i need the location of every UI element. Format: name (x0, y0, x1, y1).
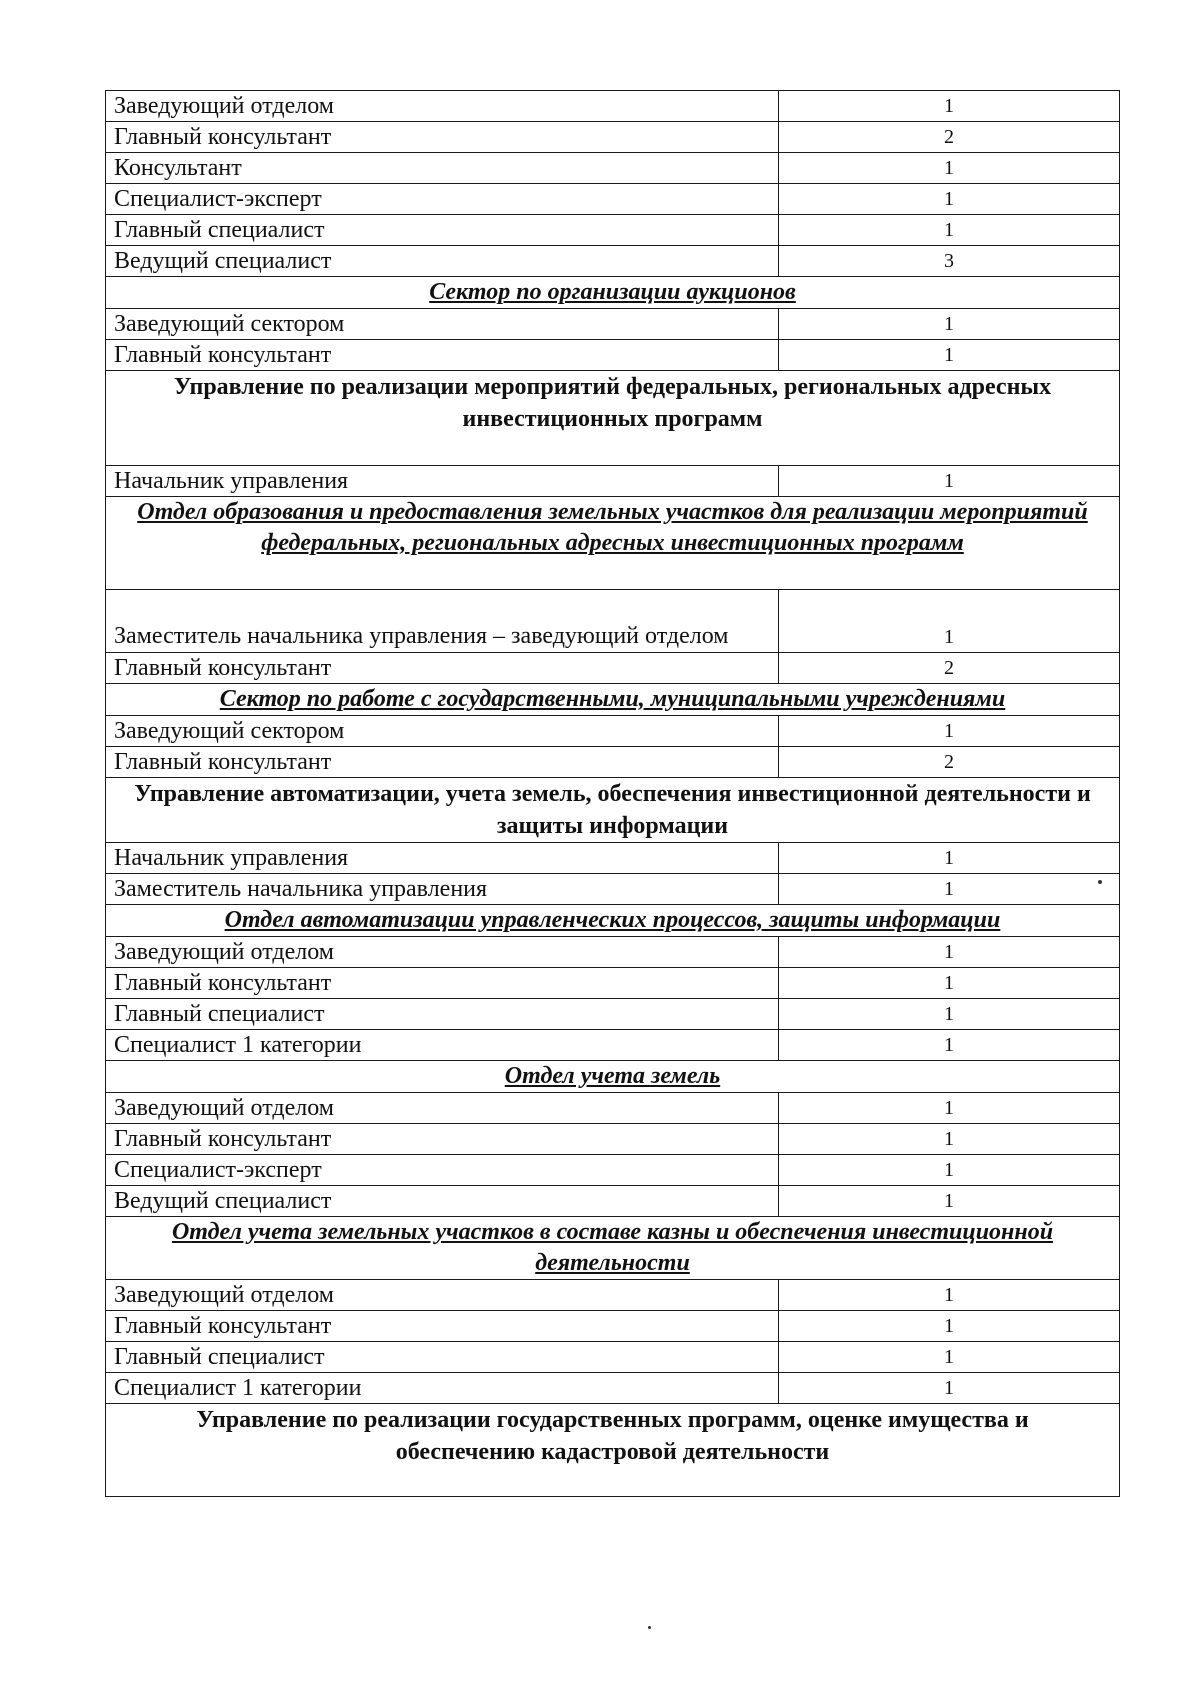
position-row (106, 340, 1120, 371)
position-row (106, 999, 1120, 1030)
position-count: 2 (779, 122, 1120, 153)
position-count: 1 (779, 1311, 1120, 1342)
section-title-text: Сектор по работе с государственными, муниципальными учреждениями (219, 686, 1006, 712)
position-title: Заведующий отделом (106, 91, 779, 122)
position-title: Начальник управления (106, 843, 779, 874)
position-title: Главный специалист (106, 1342, 779, 1373)
position-row (106, 466, 1120, 497)
position-count: 1 (779, 340, 1120, 371)
position-title: Главный консультант (106, 122, 779, 153)
section-title-text: Сектор по организации аукционов (429, 279, 796, 305)
position-title: Ведущий специалист (106, 1186, 779, 1217)
department-title: Управление по реализации государственных программ, оценке имущества и обеспечению кадастровой деятельности (106, 1404, 1120, 1497)
position-count: 1 (779, 153, 1120, 184)
position-count: 1 (779, 1342, 1120, 1373)
position-count: 1 (779, 937, 1120, 968)
section-header-row (106, 905, 1120, 937)
position-count: 1 (779, 466, 1120, 497)
section-title (106, 905, 1120, 937)
position-count: 1 (779, 1280, 1120, 1311)
position-count: 1 (779, 91, 1120, 122)
section-title-text: Отдел учета земель (504, 1063, 721, 1089)
position-count: 1 (779, 1155, 1120, 1186)
position-row (106, 716, 1120, 747)
position-title: Главный специалист (106, 215, 779, 246)
position-title: Главный специалист (106, 999, 779, 1030)
position-count: 1 (779, 215, 1120, 246)
position-row (106, 309, 1120, 340)
department-header-row (106, 778, 1120, 843)
position-row (106, 1186, 1120, 1217)
position-title: Начальник управления (106, 466, 779, 497)
position-title: Главный консультант (106, 653, 779, 684)
position-row (106, 653, 1120, 684)
position-count: 1 (779, 1030, 1120, 1061)
position-row (106, 747, 1120, 778)
position-count: 1 (779, 716, 1120, 747)
position-count: 1 (779, 874, 1120, 905)
position-row (106, 590, 1120, 653)
position-row (106, 1155, 1120, 1186)
department-header-row (106, 371, 1120, 466)
section-title (106, 277, 1120, 309)
position-row (106, 122, 1120, 153)
position-row (106, 1311, 1120, 1342)
position-title: Специалист-эксперт (106, 1155, 779, 1186)
position-count: 1 (779, 999, 1120, 1030)
position-title: Заместитель начальника управления (106, 874, 779, 905)
position-count: 1 (779, 184, 1120, 215)
position-title: Заведующий отделом (106, 1093, 779, 1124)
staffing-table (105, 90, 1120, 1497)
staffing-table-body (106, 91, 1120, 1497)
position-title: Главный консультант (106, 747, 779, 778)
position-row (106, 246, 1120, 277)
section-title (106, 1217, 1120, 1280)
section-title (106, 497, 1120, 590)
position-row (106, 91, 1120, 122)
position-title: Специалист 1 категории (106, 1373, 779, 1404)
scan-speck (1098, 880, 1102, 884)
position-count: 1 (779, 1373, 1120, 1404)
position-count: 2 (779, 747, 1120, 778)
position-title: Заместитель начальника управления – заведующий отделом (106, 590, 779, 653)
section-title (106, 684, 1120, 716)
section-title (106, 1061, 1120, 1093)
section-title-text: Отдел автоматизации управленческих процессов, защиты информации (224, 907, 1001, 933)
position-row (106, 1280, 1120, 1311)
position-row (106, 1373, 1120, 1404)
section-header-row (106, 497, 1120, 590)
scan-speck (648, 1626, 651, 1629)
position-row (106, 1124, 1120, 1155)
position-count: 2 (779, 653, 1120, 684)
position-count: 1 (779, 590, 1120, 653)
position-title: Заведующий отделом (106, 1280, 779, 1311)
section-header-row (106, 1217, 1120, 1280)
section-header-row (106, 684, 1120, 716)
position-count: 1 (779, 1093, 1120, 1124)
position-title: Заведующий сектором (106, 716, 779, 747)
section-header-row (106, 277, 1120, 309)
position-count: 1 (779, 309, 1120, 340)
department-title: Управление по реализации мероприятий федеральных, региональных адресных инвестиционных программ (106, 371, 1120, 466)
position-row (106, 1030, 1120, 1061)
position-title: Консультант (106, 153, 779, 184)
position-row (106, 215, 1120, 246)
position-title: Главный консультант (106, 1124, 779, 1155)
section-title-text: Отдел учета земельных участков в составе казны и обеспечения инвестиционной деятельности (171, 1219, 1054, 1276)
department-header-row (106, 1404, 1120, 1497)
position-row (106, 153, 1120, 184)
position-row (106, 874, 1120, 905)
position-count: 3 (779, 246, 1120, 277)
section-header-row (106, 1061, 1120, 1093)
position-title: Заведующий сектором (106, 309, 779, 340)
position-title: Главный консультант (106, 340, 779, 371)
position-title: Специалист-эксперт (106, 184, 779, 215)
position-count: 1 (779, 843, 1120, 874)
position-title: Заведующий отделом (106, 937, 779, 968)
position-row (106, 968, 1120, 999)
position-count: 1 (779, 1124, 1120, 1155)
position-row (106, 184, 1120, 215)
section-title-text: Отдел образования и предоставления земельных участков для реализации мероприятий федеральных, региональных адресных инвестиционных программ (137, 499, 1088, 556)
position-row (106, 1093, 1120, 1124)
position-title: Главный консультант (106, 968, 779, 999)
position-row (106, 937, 1120, 968)
position-count: 1 (779, 1186, 1120, 1217)
position-count: 1 (779, 968, 1120, 999)
position-row (106, 843, 1120, 874)
position-row (106, 1342, 1120, 1373)
position-title: Главный консультант (106, 1311, 779, 1342)
department-title: Управление автоматизации, учета земель, обеспечения инвестиционной деятельности и защиты информации (106, 778, 1120, 843)
position-title: Ведущий специалист (106, 246, 779, 277)
position-title: Специалист 1 категории (106, 1030, 779, 1061)
